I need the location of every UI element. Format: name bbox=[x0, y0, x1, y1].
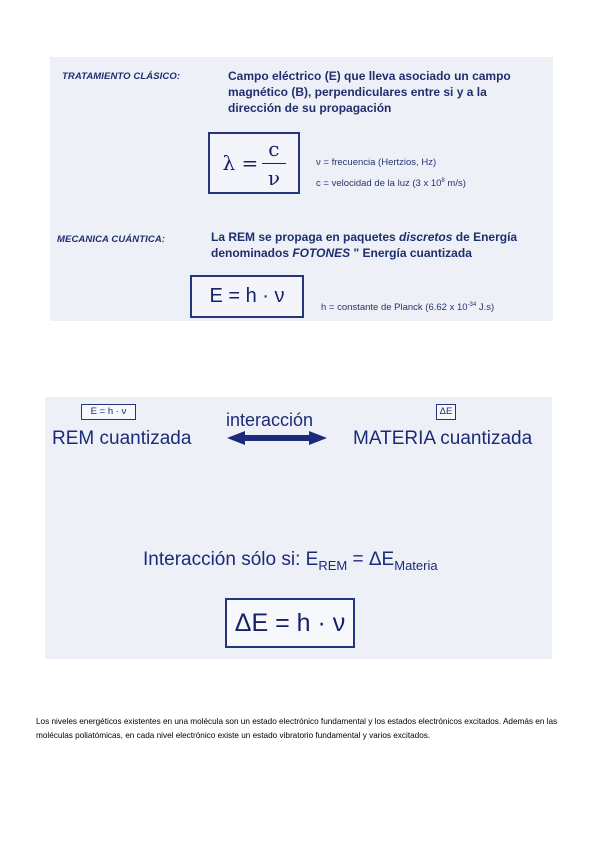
quantum-description: La REM se propaga en paquetes discretos de Energía denominados FOTONES " Energía cuantizada bbox=[211, 230, 518, 260]
interaction-label: interacción bbox=[226, 410, 314, 430]
final-equation-box bbox=[225, 598, 355, 648]
wavelength-fraction bbox=[262, 137, 285, 190]
materia-delta-box: ΔE bbox=[436, 404, 456, 420]
fraction-denominator: ν bbox=[267, 165, 280, 190]
fraction-numerator: c bbox=[262, 137, 285, 164]
slide-classical-quantum bbox=[50, 57, 553, 321]
classical-description: Campo eléctrico (E) que lleva asociado un campo magnético (B), perpendiculares entre si y a la dirección de su propagación bbox=[228, 69, 511, 115]
wavelength-lhs: λ = bbox=[222, 151, 259, 175]
light-speed-note: c = velocidad de la luz (3 x $10^8$ m/s) bbox=[316, 178, 466, 190]
final-equation: ΔE = h · ν bbox=[234, 609, 346, 637]
rem-energy-box: E = h · ν bbox=[81, 404, 136, 420]
photon-energy-equation: E = h · ν bbox=[209, 285, 285, 307]
slide-interaction bbox=[45, 397, 552, 659]
classical-label: TRATAMIENTO CLÁSICO: bbox=[62, 71, 181, 82]
rem-label: REM cuantizada bbox=[52, 428, 192, 449]
interaction-condition: Interacción sólo si: $E_{REM} = \Delta E_{Materia}$ bbox=[143, 549, 438, 573]
quantum-label: MECANICA CUÁNTICA: bbox=[57, 234, 166, 245]
photon-energy-equation-box bbox=[190, 275, 304, 318]
materia-label: MATERIA cuantizada bbox=[353, 428, 533, 449]
double-arrow-icon bbox=[227, 431, 327, 445]
wavelength-equation-box bbox=[208, 132, 300, 194]
frequency-note: ν = frecuencia (Hertzios, Hz) bbox=[316, 157, 437, 168]
body-paragraph: Los niveles energéticos existentes en una molécula son un estado electrónico fundamental y los estados electrónicos excitados. Además en las moléculas poliatómicas, en cada nivel electrónico existe un estado vibratorio fundamental y varios excitados. bbox=[36, 717, 558, 740]
planck-constant-note: h = constante de Planck (6.62 x $10^{-34}$ J.s) bbox=[321, 302, 495, 314]
